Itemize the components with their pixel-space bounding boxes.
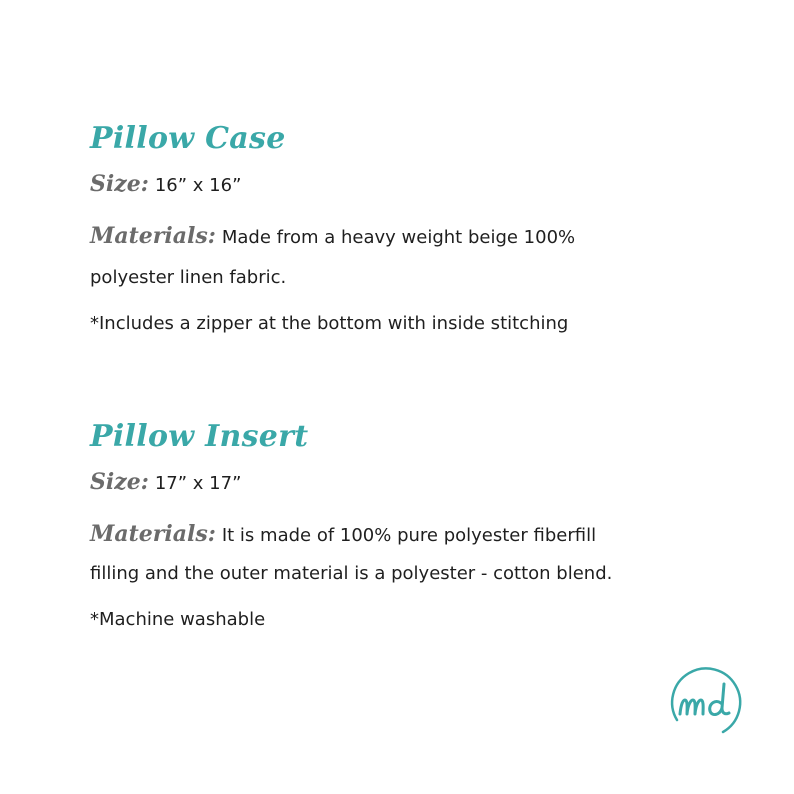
pillow-case-size <box>90 168 754 202</box>
pillow-case-materials-line-2: polyester linen fabric. <box>90 267 287 288</box>
materials-line-1: It is made of 100% pure polyester fiberfill <box>221 525 597 546</box>
pillow-insert-materials-line-2: filling and the outer material is a polyester - cotton blend. <box>90 563 613 584</box>
size-label: Size: <box>90 171 149 197</box>
pillow-case-section <box>90 120 754 340</box>
pillow-insert-heading: Pillow Insert <box>90 419 309 454</box>
pillow-insert-size <box>90 466 754 500</box>
pillow-insert-materials <box>90 518 754 552</box>
materials-line-1: Made from a heavy weight beige 100% <box>221 227 576 248</box>
materials-label: Materials: <box>90 521 216 547</box>
materials-label: Materials: <box>90 223 216 249</box>
pillow-case-materials <box>90 220 754 254</box>
pillow-insert-note: *Machine washable <box>90 609 266 630</box>
size-label: Size: <box>90 469 149 495</box>
pillow-insert-section <box>90 418 754 636</box>
md-logo-icon <box>665 662 745 742</box>
pillow-case-note: *Includes a zipper at the bottom with inside stitching <box>90 313 569 334</box>
pillow-case-heading: Pillow Case <box>90 121 286 156</box>
size-value: 16” x 16” <box>154 175 242 196</box>
size-value: 17” x 17” <box>154 473 242 494</box>
